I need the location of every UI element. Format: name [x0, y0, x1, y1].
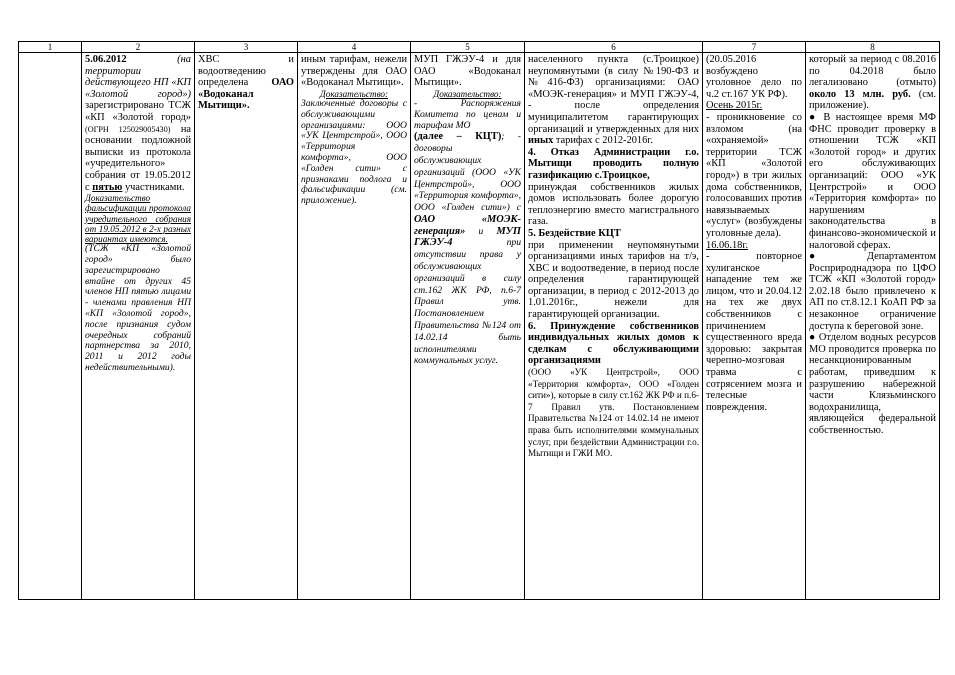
- column-number-8: 8: [806, 42, 940, 53]
- col6-run-5: 5. Бездействие КЦТ: [528, 227, 621, 239]
- content-row: [19, 53, 940, 600]
- column-number-3: 3: [195, 42, 298, 53]
- cell-incidents: [703, 53, 806, 600]
- col7-run-0: (20.05.2016 возбуждено уголовное дело по ч.2 ст.167 УК РФ).: [706, 54, 802, 100]
- column-number-4: 4: [298, 42, 411, 53]
- col2-run-2: зарегистрировано ТСЖ «КП «Золотой город»: [85, 100, 191, 123]
- col4-run-0: иным тарифам, нежели утверждены для ОАО «Водоканал Мытищи».: [301, 54, 407, 89]
- col3-run-0: ХВС и водоотведению определена: [198, 54, 294, 89]
- col8-run-5: ● Отделом водных ресурсов МО проводится проверка по несанкционированным работам, приведшим к разрушению набережной части Клязьминского водохранилища, являющейся федеральной собственностью.: [809, 332, 936, 436]
- col2-run-8: (ТСЖ «КП «Золотой город» было зарегистрировано втайне от других 45 членов НП пятью лицами - членами правления НП «КП «Золотой город», после признания судом очередных собраний партнерства за 2010, 2011 и 2012 годы недействительными).: [85, 243, 191, 373]
- col7-run-2: - проникновение со взломом (на «охраняемой» территории ТСЖ «КП «Золотой город») в три жилых дома собственников, голосовавших против навязываемых «услуг» (возбуждены уголовные дела).: [706, 111, 802, 239]
- col5-run-7: МУП ГЖЭУ-4: [414, 225, 521, 249]
- col5-run-6: и: [465, 225, 497, 237]
- incidents-text: [706, 54, 802, 413]
- cell-inspections: [806, 53, 940, 600]
- column-number-5: 5: [411, 42, 525, 53]
- col7-run-1: Осень 2015г.: [706, 100, 763, 112]
- inspections-text: [809, 54, 936, 437]
- column-number-7: 7: [703, 42, 806, 53]
- violations-text: [528, 54, 699, 460]
- col5-run-0: МУП ГЖЭУ-4 и для ОАО «Водоканал Мытищи».: [414, 54, 521, 89]
- col6-run-4: принуждая собственников жилых домов использовать более дорогую теплоэнергию вместо магистрального газа.: [528, 181, 699, 228]
- col8-run-0: который за период с 08.2016 по 04.2018 было легализовано (отмыто): [809, 54, 936, 89]
- col2-run-7: Доказательство фальсификации протокола учредительного собрания от 19.05.2012 в 2-х разных вариантах имеются.: [85, 193, 191, 244]
- column-number-2: 2: [82, 42, 195, 53]
- complaint-table: [18, 41, 940, 600]
- tariffs-evidence-text: [301, 54, 407, 207]
- cell-tariffs-evidence: [298, 53, 411, 600]
- col7-run-3: 16.06.18г.: [706, 239, 749, 251]
- col5-run-2: - Распоряжения Комитета по ценам и тарифам МО: [414, 97, 521, 131]
- col6-run-0: населенного пункта (с.Троицкое) неупомянутыми (в силу №190-ФЗ и №416-ФЗ) организациями: ОАО «МОЭК-генерация» и МУП ГЖЭУ-4, - после определения муниципалитетом гарантирующих организаций и утвержденных для них: [528, 54, 699, 135]
- col6-run-6: при применении неупомянутыми организациями иных тарифов на т/э, ХВС и водоотведение, в период после определения гарантирующей организации, в период с 2012-2013 до 1.01.2016г., нежели для гарантирующей организации.: [528, 239, 699, 321]
- col8-run-3: ● В настоящее время МФ ФНС проводит проверку в отношении ТСЖ «КП «Золотой город» и других его обслуживающих организаций: ООО «УК Центрстрой» и ООО «Территория комфорта» по нарушениям законодательства в финансово-экономической и налоговой сферах.: [809, 111, 936, 251]
- col6-run-7: 6. Принуждение собственников индивидуальных жилых домов к сделкам с обслуживающими организациями: [528, 320, 699, 367]
- col5-run-4: ; - договоры обслуживающих организаций (ООО «УК Центрстрой», ООО «Территория комфорта», ООО «Голден сити») с: [414, 131, 521, 214]
- col2-run-1: (на территории действующего НП «КП «Золотой город»): [85, 54, 191, 100]
- registration-text: [85, 54, 191, 374]
- cell-violations: [525, 53, 703, 600]
- col8-run-2: (см. приложение).: [809, 88, 937, 112]
- col6-run-2: тарифах с 2012-2016г.: [553, 135, 653, 147]
- cell-heat-supplier: [411, 53, 525, 600]
- heat-supplier-text: [414, 54, 521, 367]
- col2-run-0: 5.06.2012: [85, 54, 127, 65]
- col5-run-1: Доказательство:: [433, 88, 502, 99]
- col2-run-5: пятью: [92, 181, 123, 193]
- col4-run-2: Заключенные договоры с обслуживающими организациями: ООО «УК Центрстрой», ООО «Территория комфорта», ООО «Голден сити» с признаками подлога и фальсификации (см. приложение).: [301, 97, 407, 207]
- water-supplier-text: [198, 54, 294, 112]
- cell-col1-empty: [19, 53, 82, 600]
- column-number-6: 6: [525, 42, 703, 53]
- col5-run-8: при отсутствии права у обслуживающих организаций в силу ст.162 ЖК РФ, п.6-7 Правил утв. Постановлением Правительства №124 от 14.02.14 быть исполнителями коммунальных услуг.: [414, 237, 521, 367]
- col2-run-3: (ОГРН 125029005430): [85, 124, 171, 134]
- col2-run-6: участниками.: [122, 181, 185, 193]
- cell-water-supplier: [195, 53, 298, 600]
- col6-run-3: 4. Отказ Администрации г.о. Мытищи проводить полную газификацию с.Троицкое,: [528, 146, 699, 181]
- col7-run-4: - повторное хулиганское нападение тем же лицом, что и 20.04.12 на тех же двух собственников с причинением существенного вреда здоровью: закрытая черепно-мозговая травма с сотрясением мозга и телесные повреждения.: [706, 251, 802, 413]
- col3-run-1: ОАО «Водоканал Мытищи».: [198, 77, 294, 112]
- cell-registration-info: [82, 53, 195, 600]
- col8-run-1: около 13 млн. руб.: [809, 88, 911, 100]
- col4-run-1: Доказательство:: [319, 88, 389, 99]
- col6-run-1: иных: [528, 135, 554, 147]
- col8-run-4: ● Департаментом Росприроднадзора по ЦФО ТСЖ «КП «Золотой город» 2.02.18 было привлечено к АП по ст.8.12.1 КоАП РФ за незаконное ограничение доступа к береговой зоне.: [809, 251, 936, 332]
- col5-run-3: (далее – КЦТ): [414, 131, 502, 143]
- col6-run-8: (ООО «УК Центрстрой», ООО «Территория комфорта», ООО «Голден сити»), которые в силу ст.162 ЖК РФ и п.6-7 Правил утв. Постановлением Правительства №124 от 14.02.14 не имеют права быть исполнителями коммунальных услуг, при бездействии Администрации г.о. Мытищи и ГЖИ МО.: [528, 367, 699, 459]
- col2-run-4: на основании подложной выписки из протокола «учредительного» собрания от 19.05.2012 с: [85, 123, 191, 193]
- header-row: [19, 42, 940, 53]
- col5-run-5: ОАО «МОЭК-генерация»: [414, 213, 521, 237]
- column-number-1: 1: [19, 42, 82, 53]
